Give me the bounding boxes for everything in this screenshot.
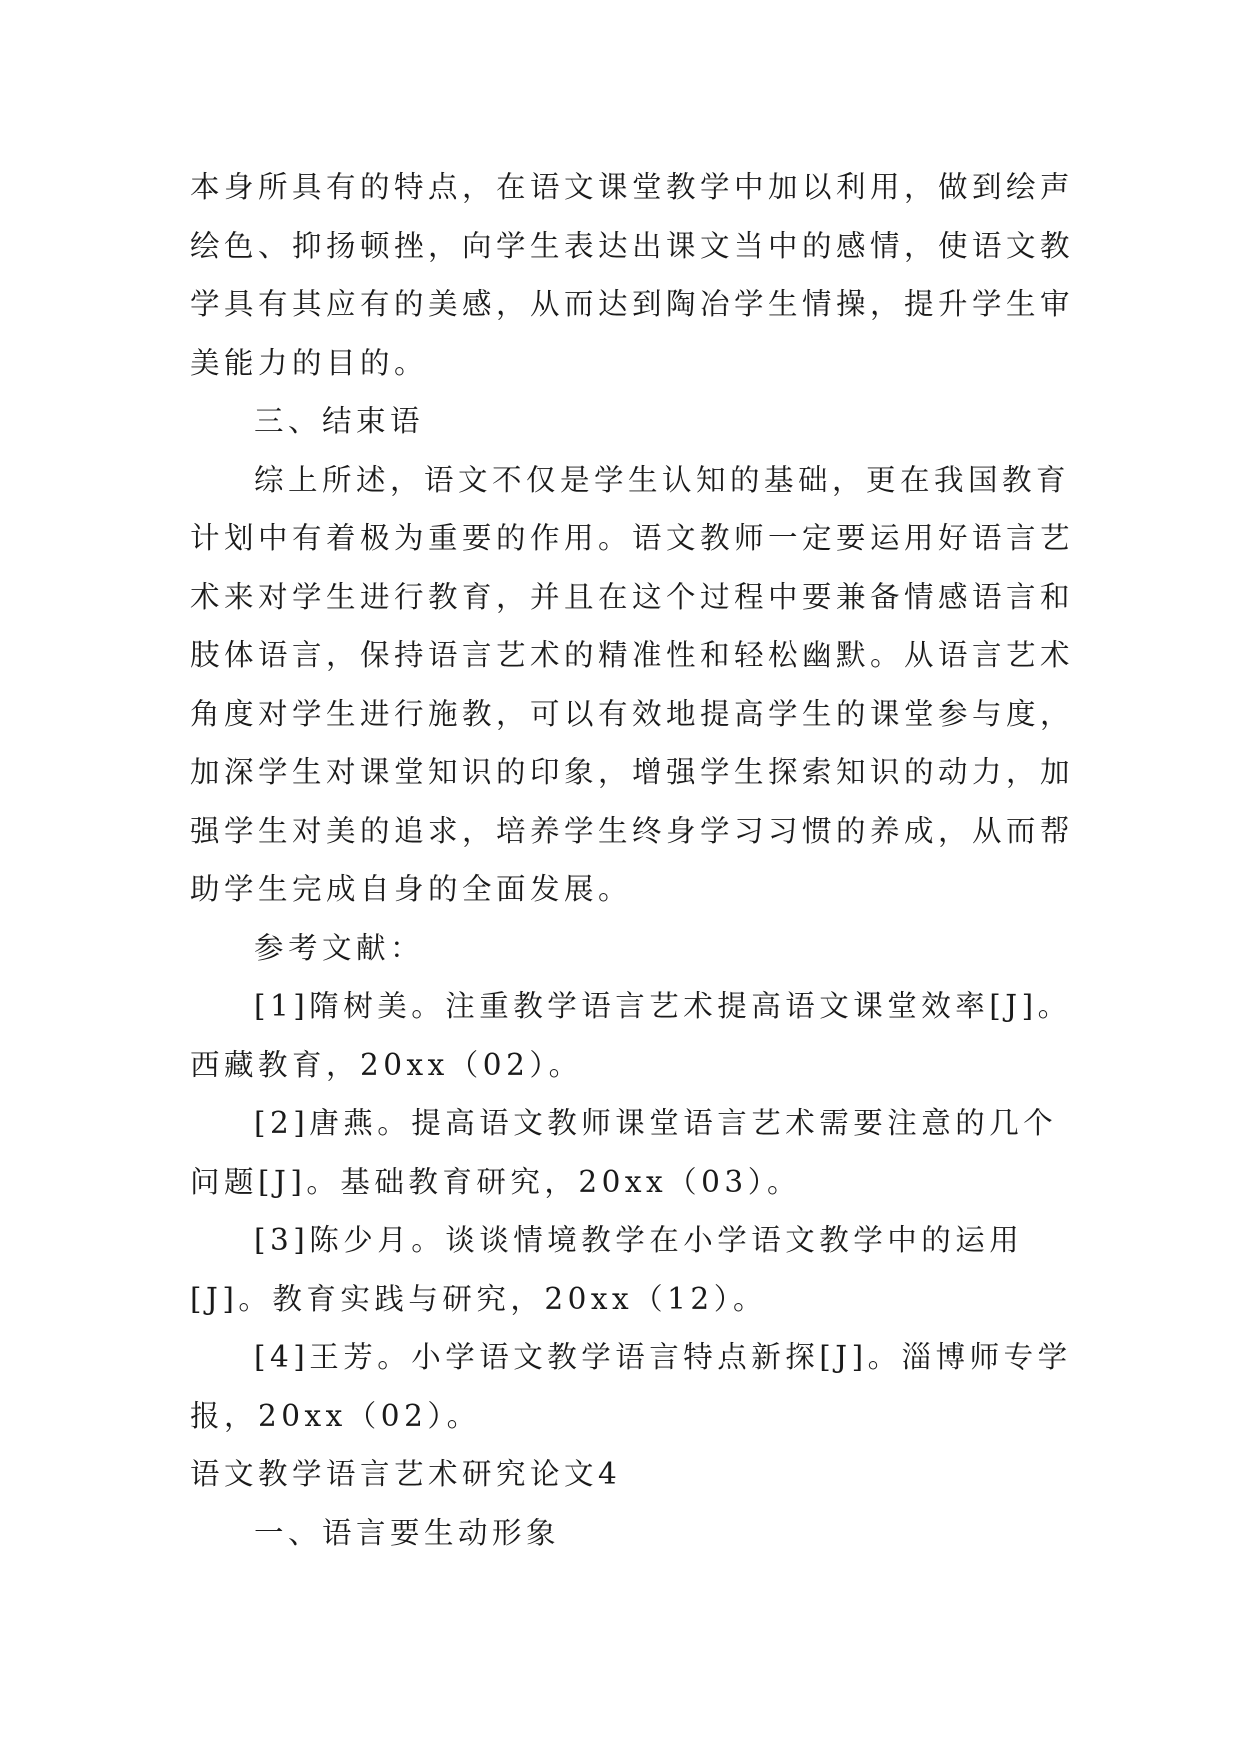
document-page bbox=[190, 158, 1075, 1562]
section-heading-conclusion: 三、结束语 bbox=[254, 404, 425, 438]
text-line: 绘色、抑扬顿挫，向学生表达出课文当中的感情，使语文教 bbox=[190, 228, 1075, 263]
text-line: 角度对学生进行施教，可以有效地提高学生的课堂参与度， bbox=[190, 696, 1075, 731]
text-line: 强学生对美的追求，培养学生终身学习习惯的养成，从而帮 bbox=[190, 813, 1075, 848]
reference-item-continuation: 报，20xx（02）。 bbox=[190, 1398, 481, 1433]
text-line: 助学生完成自身的全面发展。 bbox=[190, 872, 633, 906]
article-title: 语文教学语言艺术研究论文4 bbox=[190, 1457, 622, 1491]
section-heading: 一、语言要生动形象 bbox=[254, 1515, 561, 1550]
text-line: 综上所述，语文不仅是学生认知的基础，更在我国教育 bbox=[254, 462, 1071, 497]
text-line: 学具有其应有的美感，从而达到陶冶学生情操，提升学生审 bbox=[190, 287, 1075, 321]
text-line: 计划中有着极为重要的作用。语文教师一定要运用好语言艺 bbox=[190, 521, 1075, 555]
text-line: 术来对学生进行教育，并且在这个过程中要兼备情感语言和 bbox=[190, 579, 1075, 614]
reference-item: [2]唐燕。提高语文教师课堂语言艺术需要注意的几个 bbox=[254, 1106, 1058, 1140]
text-line: 加深学生对课堂知识的印象，增强学生探索知识的动力，加 bbox=[190, 755, 1075, 789]
reference-item: [3]陈少月。谈谈情境教学在小学语文教学中的运用 bbox=[254, 1223, 1024, 1257]
reference-item: [4]王芳。小学语文教学语言特点新探[J]。淄博师专学 bbox=[254, 1340, 1072, 1374]
text-line: 本身所具有的特点，在语文课堂教学中加以利用，做到绘声 bbox=[190, 170, 1075, 204]
references-heading: 参考文献： bbox=[254, 930, 425, 965]
text-line: 美能力的目的。 bbox=[190, 345, 429, 380]
reference-item-continuation: 西藏教育，20xx（02）。 bbox=[190, 1047, 583, 1082]
reference-item: [1]隋树美。注重教学语言艺术提高语文课堂效率[J]。 bbox=[254, 989, 1072, 1023]
reference-item-continuation: 问题[J]。基础教育研究，20xx（03）。 bbox=[190, 1164, 801, 1199]
text-line: 肢体语言，保持语言艺术的精准性和轻松幽默。从语言艺术 bbox=[190, 638, 1075, 672]
reference-item-continuation: [J]。教育实践与研究，20xx（12）。 bbox=[190, 1281, 767, 1316]
